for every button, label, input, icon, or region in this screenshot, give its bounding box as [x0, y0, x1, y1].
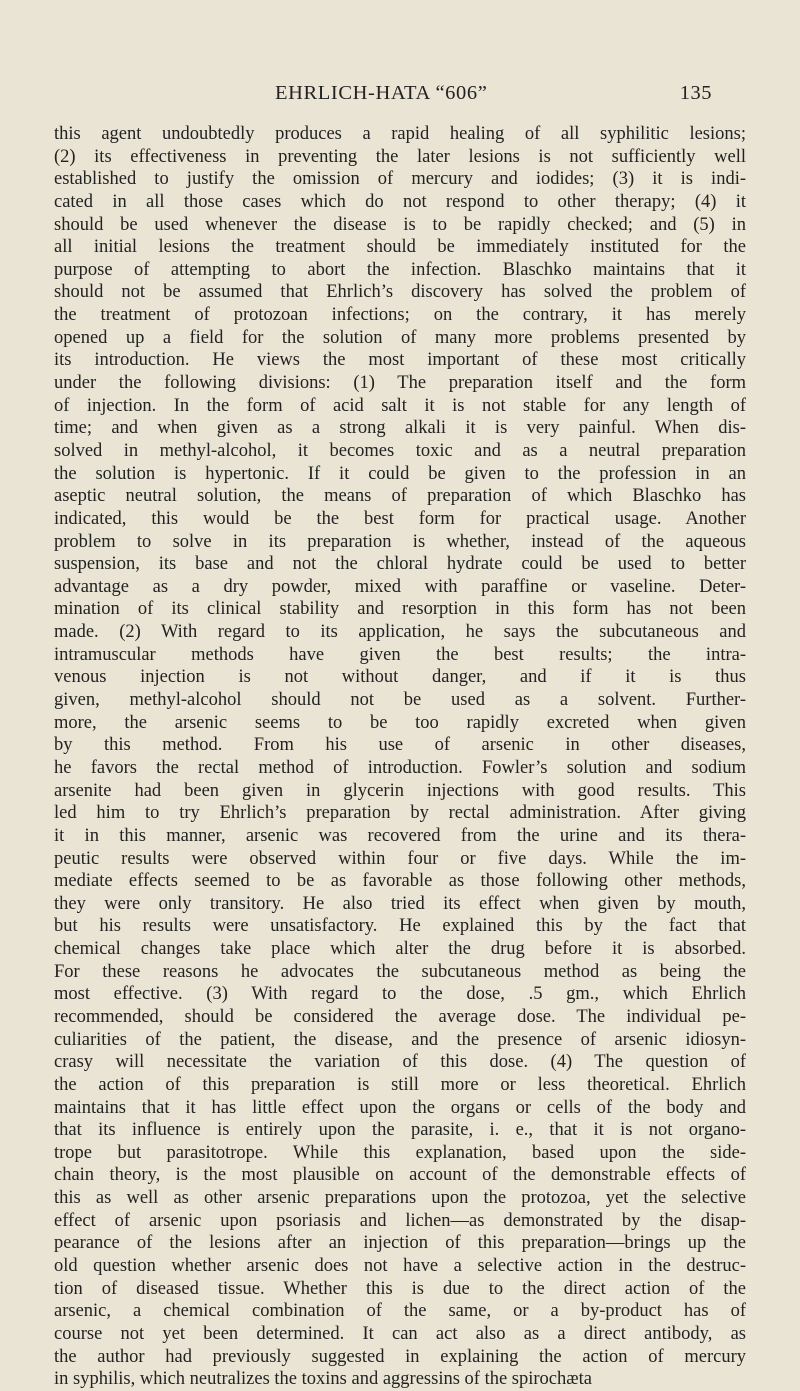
text-line: they were only transitory. He also tried its effect when given by mouth,	[54, 893, 746, 914]
text-line: maintains that it has little effect upon the organs or cells of the body and	[54, 1097, 746, 1118]
text-line: should be used whenever the disease is to be rapidly checked; and (5) in	[54, 214, 746, 235]
text-line: pearance of the lesions after an injection of this preparation—brings up the	[54, 1233, 746, 1254]
running-title: EHRLICH-HATA “606”	[275, 82, 488, 104]
text-line: this agent undoubtedly produces a rapid healing of all syphilitic lesions;	[54, 124, 746, 144]
text-line: more, the arsenic seems to be too rapidly excreted when given	[54, 712, 746, 733]
text-line: its introduction. He views the most important of these most critically	[54, 350, 746, 371]
text-line: that its influence is entirely upon the parasite, i. e., that it is not organo-	[54, 1120, 746, 1141]
text-line: the action of this preparation is still more or less theoretical. Ehrlich	[54, 1074, 746, 1095]
text-line: most effective. (3) With regard to the dose, .5 gm., which Ehrlich	[54, 984, 746, 1005]
text-line: arsenic, a chemical combination of the same, or a by-product has of	[54, 1301, 746, 1322]
text-line: mination of its clinical stability and resorption in this form has not been	[54, 599, 746, 620]
text-line: the treatment of protozoan infections; on the contrary, it has merely	[54, 305, 746, 326]
text-line: the author had previously suggested in explaining the action of mercury	[54, 1346, 746, 1367]
text-line: purpose of attempting to abort the infection. Blaschko maintains that it	[54, 259, 746, 280]
text-line: old question whether arsenic does not have a selective action in the destruc-	[54, 1256, 746, 1277]
text-line: made. (2) With regard to its application, he says the subcutaneous and	[54, 622, 746, 643]
text-line: indicated, this would be the best form for practical usage. Another	[54, 508, 746, 529]
text-line: chain theory, is the most plausible on account of the demonstrable effects of	[54, 1165, 746, 1186]
text-line: problem to solve in its preparation is whether, instead of the aqueous	[54, 531, 746, 552]
text-line: of injection. In the form of acid salt it is not stable for any length of	[54, 395, 746, 416]
text-line: given, methyl-alcohol should not be used as a solvent. Further-	[54, 690, 746, 711]
text-line: led him to try Ehrlich’s preparation by rectal administration. After giving	[54, 803, 746, 824]
text-line: mediate effects seemed to be as favorable as those following other methods,	[54, 871, 746, 892]
text-line: aseptic neutral solution, the means of preparation of which Blaschko has	[54, 486, 746, 507]
text-line: should not be assumed that Ehrlich’s discovery has solved the problem of	[54, 282, 746, 303]
text-line: in syphilis, which neutralizes the toxins and aggressins of the spirochæta	[54, 1369, 592, 1390]
text-line: established to justify the omission of mercury and iodides; (3) it is indi-	[54, 169, 746, 190]
running-head	[0, 82, 800, 112]
text-line: course not yet been determined. It can act also as a direct antibody, as	[54, 1323, 746, 1344]
text-line: crasy will necessitate the variation of this dose. (4) The question of	[54, 1052, 746, 1073]
text-line: advantage as a dry powder, mixed with paraffine or vaseline. Deter-	[54, 576, 746, 597]
text-line: by this method. From his use of arsenic in other diseases,	[54, 735, 746, 756]
text-line: the solution is hypertonic. If it could be given to the profession in an	[54, 463, 746, 484]
text-line: effect of arsenic upon psoriasis and lichen—as demonstrated by the disap-	[54, 1210, 746, 1231]
text-line: (2) its effectiveness in preventing the later lesions is not sufficiently well	[54, 146, 746, 167]
text-line: intramuscular methods have given the best results; the intra-	[54, 644, 746, 665]
text-line: he favors the rectal method of introduction. Fowler’s solution and sodium	[54, 757, 746, 778]
text-line: arsenite had been given in glycerin injections with good results. This	[54, 780, 746, 801]
text-line: but his results were unsatisfactory. He explained this by the fact that	[54, 916, 746, 937]
text-line: recommended, should be considered the average dose. The individual pe-	[54, 1006, 746, 1027]
text-line: opened up a field for the solution of many more problems presented by	[54, 327, 746, 348]
text-line: solved in methyl-alcohol, it becomes toxic and as a neutral preparation	[54, 440, 746, 461]
body-paragraph	[54, 123, 746, 1391]
text-line: For these reasons he advocates the subcutaneous method as being the	[54, 961, 746, 982]
text-line: suspension, its base and not the chloral hydrate could be used to better	[54, 554, 746, 575]
text-line: culiarities of the patient, the disease, and the presence of arsenic idiosyn-	[54, 1029, 746, 1050]
text-line: peutic results were observed within four or five days. While the im-	[54, 848, 746, 869]
text-line: all initial lesions the treatment should be immediately instituted for the	[54, 237, 746, 258]
text-line: chemical changes take place which alter the drug before it is absorbed.	[54, 939, 746, 960]
text-line: it in this manner, arsenic was recovered from the urine and its thera-	[54, 825, 746, 846]
text-line: this as well as other arsenic preparations upon the protozoa, yet the selective	[54, 1188, 746, 1209]
text-line: cated in all those cases which do not respond to other therapy; (4) it	[54, 191, 746, 212]
text-line: trope but parasitotrope. While this explanation, based upon the side-	[54, 1142, 746, 1163]
text-line: time; and when given as a strong alkali it is very painful. When dis-	[54, 418, 746, 439]
text-line: venous injection is not without danger, and if it is thus	[54, 667, 746, 688]
text-line: under the following divisions: (1) The preparation itself and the form	[54, 373, 746, 394]
page-number: 135	[679, 82, 712, 104]
text-line: tion of diseased tissue. Whether this is due to the direct action of the	[54, 1278, 746, 1299]
